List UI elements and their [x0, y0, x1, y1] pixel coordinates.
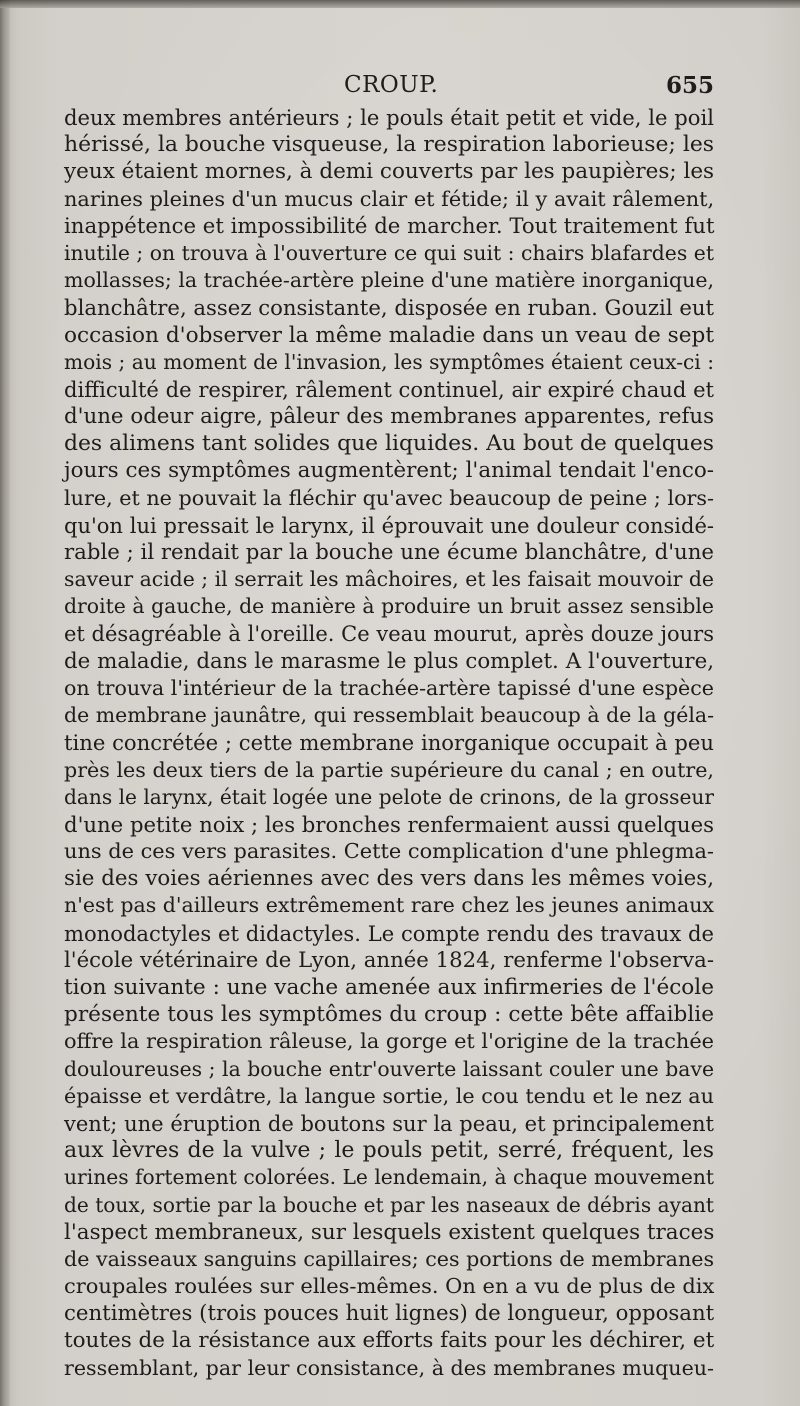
text-line: présente tous les symptômes du croup : cette bête affaiblie — [64, 1002, 714, 1028]
text-line: droite à gauche, de manière à produire un bruit assez sensible — [64, 594, 714, 619]
text-line: tion suivante : une vache amenée aux infirmeries de l'école — [64, 975, 714, 1000]
page-number: 655 — [665, 72, 714, 99]
text-line: aux lèvres de la vulve ; le pouls petit, serré, fréquent, les — [64, 1138, 714, 1164]
text-line: toutes de la résistance aux efforts faits pour les déchirer, et — [64, 1328, 715, 1354]
text-line: mollasses; la trachée-artère pleine d'une matière inorganique, — [64, 268, 715, 293]
text-line: de toux, sortie par la bouche et par les naseaux de débris ayant — [64, 1192, 714, 1217]
text-line: hérissé, la bouche visqueuse, la respiration laborieuse; les — [64, 132, 715, 158]
text-line: épaisse et verdâtre, la langue sortie, le cou tendu et le nez au — [64, 1083, 714, 1108]
text-line: offre la respiration râleuse, la gorge et l'origine de la trachée — [64, 1029, 714, 1054]
text-line: jours ces symptômes augmentèrent; l'animal tendait l'enco- — [64, 458, 714, 484]
text-line: ressemblant, par leur consistance, à des membranes muqueu- — [64, 1355, 714, 1380]
text-line: croupales roulées sur elles-mêmes. On en a vu de plus de dix — [64, 1274, 715, 1299]
page-spine-shadow — [0, 0, 10, 1406]
running-title: CROUP. — [344, 72, 439, 98]
text-line: difficulté de respirer, râlement continuel, air expiré chaud et — [64, 376, 714, 402]
text-line: inutile ; on trouva à l'ouverture ce qui suit : chairs blafardes et — [64, 240, 714, 265]
text-line: uns de ces vers parasites. Cette complication d'une phlegma- — [64, 839, 714, 864]
text-line: de membrane jaunâtre, qui ressemblait beaucoup à de la géla- — [64, 703, 714, 728]
text-line: saveur acide ; il serrait les mâchoires, et les faisait mouvoir de — [64, 567, 714, 592]
text-line: d'une odeur aigre, pâleur des membranes apparentes, refus — [64, 404, 714, 430]
text-line: rable ; il rendait par la bouche une écume blanchâtre, d'une — [64, 540, 715, 565]
text-line: sie des voies aériennes avec des vers dans les mêmes voies, — [64, 866, 714, 892]
text-line: l'aspect membraneux, sur lesquels existent quelques traces — [64, 1219, 715, 1245]
text-line: près les deux tiers de la partie supérieure du canal ; en outre, — [64, 757, 714, 782]
text-line: l'école vétérinaire de Lyon, année 1824, renferme l'observa- — [64, 947, 714, 973]
text-line: inappétence et impossibilité de marcher. Tout traitement fut — [64, 213, 715, 239]
body-text — [64, 104, 714, 1382]
text-line: qu'on lui pressait le larynx, il éprouvait une douleur considé- — [64, 512, 714, 538]
text-line: de vaisseaux sanguins capillaires; ces portions de membranes — [64, 1246, 715, 1271]
text-line: dans le larynx, était logée une pelote de crinons, de la grosseur — [64, 784, 714, 809]
text-line: des alimens tant solides que liquides. Au bout de quelques — [64, 431, 715, 457]
text-line: d'une petite noix ; les bronches renfermaient aussi quelques — [64, 811, 714, 837]
page-header — [62, 72, 714, 102]
text-line: deux membres antérieurs ; le pouls était petit et vide, le poil — [64, 105, 714, 130]
text-line: de maladie, dans le marasme le plus complet. A l'ouverture, — [64, 648, 714, 674]
text-line: douloureuses ; la bouche entr'ouverte laissant couler une bave — [64, 1056, 714, 1081]
text-line: urines fortement colorées. Le lendemain, à chaque mouvement — [64, 1165, 715, 1190]
page-top-edge — [0, 0, 800, 8]
text-line: yeux étaient mornes, à demi couverts par les paupières; les — [64, 159, 715, 185]
text-line: mois ; au moment de l'invasion, les symptômes étaient ceux-ci : — [64, 349, 714, 374]
text-line: centimètres (trois pouces huit lignes) de longueur, opposant — [64, 1301, 715, 1327]
text-line: blanchâtre, assez consistante, disposée en ruban. Gouzil eut — [64, 295, 715, 321]
text-line: vent; une éruption de boutons sur la peau, et principalement — [64, 1110, 714, 1136]
text-line: tine concrétée ; cette membrane inorganique occupait à peu — [64, 730, 714, 756]
text-line: et désagréable à l'oreille. Ce veau mourut, après douze jours — [64, 621, 714, 646]
text-line: on trouva l'intérieur de la trachée-artère tapissé d'une espèce — [64, 675, 714, 700]
text-line: monodactyles et didactyles. Le compte rendu des travaux de — [64, 920, 714, 946]
text-line: lure, et ne pouvait la fléchir qu'avec beaucoup de peine ; lors- — [64, 485, 715, 510]
text-line: n'est pas d'ailleurs extrêmement rare chez les jeunes animaux — [64, 893, 714, 918]
text-line: occasion d'observer la même maladie dans un veau de sept — [64, 322, 714, 348]
text-line: narines pleines d'un mucus clair et fétide; il y avait râlement, — [64, 186, 715, 211]
